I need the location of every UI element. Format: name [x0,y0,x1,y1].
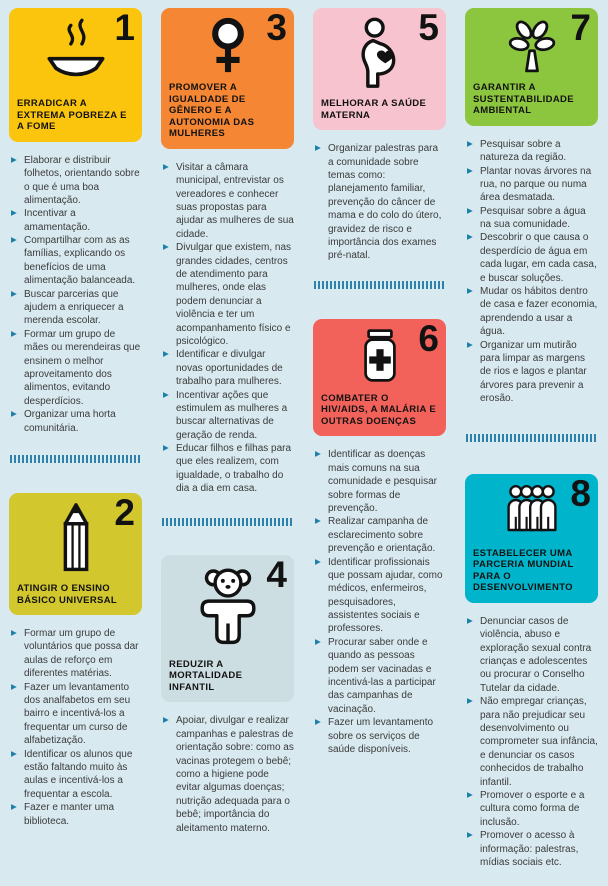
bullet-arrow-icon: ▶ [467,138,473,148]
list-item: ▶ Descobrir o que causa o desperdício de água em cada lugar, em cada casa, e buscar soluções. [467,232,597,284]
goal-card-3 [161,8,294,149]
goal-5-actions-list [313,142,446,263]
goal-4-actions-list [161,714,294,835]
list-item: ▶ Pesquisar sobre a água na sua comunidade. [467,205,586,231]
bullet-arrow-icon: ▶ [11,409,17,419]
list-item: ▶ Fazer um levantamento sobre os serviços de saúde disponíveis. [315,717,434,755]
list-item: ▶ Procurar saber onde e quando as pessoas podem ser vacinadas e incentivá-las a participar das campanhas de vacinação. [315,636,436,715]
bullet-arrow-icon: ▶ [163,349,169,359]
goal-6-number: 6 [418,317,438,359]
bullet-arrow-icon: ▶ [467,232,473,242]
bullet-arrow-icon: ▶ [11,208,17,218]
bullet-arrow-icon: ▶ [163,161,169,171]
bullet-arrow-icon: ▶ [163,443,169,453]
bullet-arrow-icon: ▶ [163,242,169,252]
bullet-arrow-icon: ▶ [467,696,473,706]
bullet-arrow-icon: ▶ [467,205,473,215]
goal-card-1 [9,8,142,142]
list-item: ▶ Formar um grupo de voluntários que possa dar aulas de reforço em diferentes matérias. [11,628,139,680]
list-item: ▶ Promover o acesso à informação: palestras, mídias sociais etc. [467,830,579,868]
bullet-arrow-icon: ▶ [11,681,17,691]
list-item: ▶ Pesquisar sobre a natureza da região. [467,138,567,164]
list-item: ▶ Identificar profissionais que possam ajudar, como médicos, enfermeiros, pesquisadores, assistentes sociais e professores. [315,556,443,635]
list-item: ▶ Mudar os hábitos dentro de casa e fazer economia, aprendendo a usar a água. [467,286,598,338]
goal-card-8 [465,474,598,603]
bullet-arrow-icon: ▶ [467,286,473,296]
list-item: ▶ Não empregar crianças, para não prejudicar seu desenvolvimento ou comprometer sua infância, e denunciar os casos conhecidos de trabalho infantil. [467,696,598,788]
goal-card-7 [465,8,598,126]
goal-6-title: COMBATER O HIV/AIDS, A MALÁRIA E OUTRAS DOENÇAS [321,392,437,427]
list-item: ▶ Divulgar que existem, nas grandes cidades, centros de atendimento para mulheres, onde elas podem denunciar a violência e ter um acompanhamento físico e psicológico. [163,242,292,347]
goal-8-actions-list [465,615,598,869]
column-2 [152,0,304,886]
bullet-arrow-icon: ▶ [315,516,321,526]
goal-card-4 [161,555,294,703]
bullet-arrow-icon: ▶ [11,802,17,812]
goal-3-actions-list [161,161,294,496]
list-item: ▶ Plantar novas árvores na rua, no parque ou numa área desmatada. [467,165,592,204]
goal-7-actions-list [465,138,598,406]
goal-6-actions-list [313,448,446,756]
list-item: ▶ Denunciar casos de violência, abuso e exploração sexual contra crianças e adolescentes ou procurar o Conselho Tutelar da cidade. [467,615,592,694]
list-item: ▶ Organizar um mutirão para limpar as margens de rios e lagos e plantar árvores para prevenir a erosão. [467,339,587,405]
goal-8-title: ESTABELECER UMA PARCERIA MUNDIAL PARA O DESENVOLVIMENTO [473,547,574,594]
goal-8-number: 8 [570,472,590,514]
list-item: ▶ Incentivar ações que estimulem as mulheres a buscar alternativas de geração de renda. [163,389,288,441]
goal-7-number: 7 [570,7,590,48]
bullet-arrow-icon: ▶ [11,288,17,298]
list-item: ▶ Promover o esporte e a cultura como forma de inclusão. [467,789,585,828]
goal-2-actions-list [9,627,142,828]
goal-card-5 [313,8,446,130]
dashed-divider [162,518,293,526]
goal-1-title: ERRADICAR A EXTREMA POBREZA E A FOME [17,98,127,133]
bullet-arrow-icon: ▶ [315,717,321,727]
list-item: ▶ Apoiar, divulgar e realizar campanhas e palestras de orientação sobre: como as vacinas protegem o bebê; como a higiene pode evitar algumas doenças; nutrição adequada para o bebê; importância do aleitamento materno. [163,715,294,834]
list-item: ▶ Formar um grupo de mães ou merendeiras que ensinem o melhor aproveitamento dos alimentos, evitando desperdícios. [11,328,141,407]
list-item: ▶ Buscar parcerias que ajudem a enriquecer a merenda escolar. [11,288,124,327]
list-item: ▶ Compartilhar com as as famílias, explicando os benefícios de uma alimentação balanceada. [11,235,136,287]
goal-4-number: 4 [266,553,286,595]
bullet-arrow-icon: ▶ [467,615,473,625]
goal-5-number: 5 [418,7,438,48]
bullet-arrow-icon: ▶ [11,748,17,758]
column-1 [0,0,152,886]
bullet-arrow-icon: ▶ [163,715,169,725]
bullet-arrow-icon: ▶ [163,389,169,399]
dashed-divider [314,281,445,289]
bullet-arrow-icon: ▶ [315,143,321,153]
list-item: ▶ Fazer e manter uma biblioteca. [11,802,115,827]
list-item: ▶ Identificar e divulgar novas oportunidades de trabalho para mulheres. [163,349,283,388]
goal-7-title: GARANTIR A SUSTENTABILIDADE AMBIENTAL [473,82,574,117]
goal-1-number: 1 [114,7,134,48]
bullet-arrow-icon: ▶ [467,165,473,175]
list-item: ▶ Identificar os alunos que estão faltando muito às aulas e incentivá-los a frequentar a escola. [11,748,133,800]
column-3 [304,0,456,886]
bullet-arrow-icon: ▶ [11,154,17,164]
bullet-arrow-icon: ▶ [315,449,321,459]
bullet-arrow-icon: ▶ [315,556,321,566]
list-item: ▶ Fazer um levantamento dos analfabetos em seu bairro e incentivá-los a frequentar um curso de alfabetização. [11,681,131,747]
bullet-arrow-icon: ▶ [11,328,17,338]
goal-4-title: REDUZIR A MORTALIDADE INFANTIL [169,658,243,693]
bullet-arrow-icon: ▶ [467,789,473,799]
list-item: ▶ Organizar palestras para a comunidade sobre temas como: planejamento familiar, prevenção do câncer de mama e do colo do útero, gravidez de risco e importância dos exames pré-natal. [315,143,442,262]
goal-5-title: MELHORAR A SAÚDE MATERNA [321,98,427,121]
column-4 [456,0,608,886]
list-item: ▶ Identificar as doenças mais comuns na sua comunidade e pesquisar sobre formas de prevenção. [315,449,437,514]
list-item: ▶ Visitar a câmara municipal, entrevistar os vereadores e conhecer suas propostas para ajudar as mulheres de sua cidade. [163,161,294,240]
bullet-arrow-icon: ▶ [11,628,17,638]
goal-2-number: 2 [114,491,134,533]
dashed-divider [466,434,597,442]
list-item: ▶ Realizar campanha de esclarecimento sobre prevenção e orientação. [315,516,436,555]
goal-3-number: 3 [266,7,286,48]
bullet-arrow-icon: ▶ [467,339,473,349]
bullet-arrow-icon: ▶ [11,235,17,245]
list-item: ▶ Incentivar a amamentação. [11,208,91,233]
goal-card-6 [313,319,446,437]
bullet-arrow-icon: ▶ [467,830,473,840]
list-item: ▶ Elaborar e distribuir folhetos, orientando sobre o que é uma boa alimentação. [11,154,140,206]
dashed-divider [10,455,141,463]
goal-card-2 [9,493,142,615]
list-item: ▶ Educar filhos e filhas para que eles realizem, com igualdade, o trabalho do dia a dia em casa. [163,443,292,495]
goal-3-title: PROMOVER A IGUALDADE DE GÊNERO E A AUTONOMIA DAS MULHERES [169,82,255,140]
bullet-arrow-icon: ▶ [315,636,321,646]
list-item: ▶ Organizar uma horta comunitária. [11,409,116,434]
goal-1-actions-list [9,154,142,435]
goal-2-title: ATINGIR O ENSINO BÁSICO UNIVERSAL [17,582,118,606]
